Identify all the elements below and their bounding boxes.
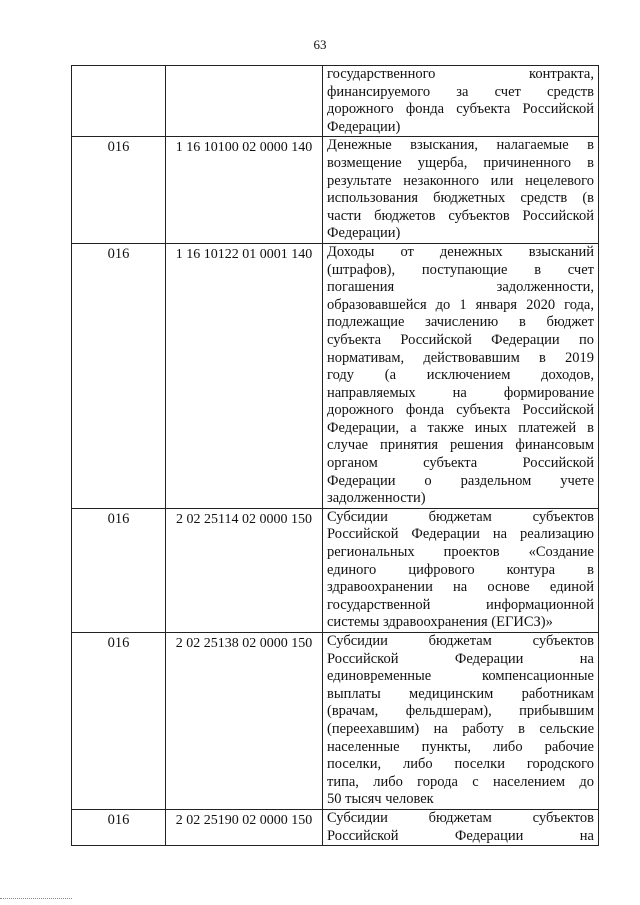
revenue-name-line: государственной информационной [327,596,594,613]
revenue-codes-table [71,65,599,846]
revenue-code-cell [166,66,323,137]
revenue-name-line: типа, либо города с населением до [327,773,594,790]
revenue-code-cell: 2 02 25138 02 0000 150 [166,633,323,810]
revenue-name-cell [323,243,599,508]
table-row [72,508,599,632]
revenue-name-line: случае принятия решения финансовым [327,437,594,454]
revenue-name-line: возмещение ущерба, причиненного в [327,154,594,171]
admin-code-cell [72,66,166,137]
table-row [72,137,599,244]
revenue-name-line: Федерации) [327,118,401,135]
revenue-name-line: Федерации) [327,225,401,242]
revenue-name-line: году (а исключением доходов, [327,367,594,384]
footer-rule [0,898,72,899]
revenue-name-line: органом субъекта Российской [327,455,594,472]
revenue-code-cell: 2 02 25190 02 0000 150 [166,809,323,845]
revenue-name-line: Российской Федерации на реализацию [327,526,594,543]
revenue-name-line: Федерации, а также иных платежей в [327,419,594,436]
admin-code-cell: 016 [72,809,166,845]
revenue-code-cell: 2 02 25114 02 0000 150 [166,508,323,632]
revenue-name-line: Российской Федерации на [327,827,594,844]
revenue-name-line: Субсидии бюджетам субъектов [327,809,594,826]
revenue-name-line: субъекта Российской Федерации по [327,331,594,348]
revenue-name-line: образовавшейся до 1 января 2020 года, [327,296,594,313]
table-row [72,633,599,810]
revenue-name-line: подлежащие зачислению в бюджет [327,314,594,331]
revenue-name-line: направляемых на формирование [327,384,594,401]
revenue-name-line: нормативам, действовавшим в 2019 [327,349,594,366]
revenue-name-line: использования бюджетных средств (в [327,190,594,207]
revenue-name-line: Субсидии бюджетам субъектов [327,508,594,525]
revenue-code-cell: 1 16 10122 01 0001 140 [166,243,323,508]
revenue-name-cell [323,137,599,244]
revenue-name-line: части бюджетов субъектов Российской [327,207,594,224]
admin-code-cell: 016 [72,137,166,244]
revenue-name-line: государственного контракта, [327,66,594,82]
revenue-name-cell [323,66,599,137]
revenue-name-line: финансируемого за счет средств [327,83,594,100]
revenue-name-line: дорожного фонда субъекта Российской [327,402,594,419]
revenue-name-line: (переехавшим) на работу в сельские [327,720,594,737]
revenue-name-line: Федерации о раздельном учете [327,472,594,489]
revenue-name-line: (штрафов), поступающие в счет [327,261,594,278]
revenue-name-line: 50 тысяч человек [327,791,434,808]
revenue-name-line: Субсидии бюджетам субъектов [327,633,594,649]
table-body [72,66,599,846]
admin-code-cell: 016 [72,508,166,632]
revenue-name-line: дорожного фонда субъекта Российской [327,101,594,118]
revenue-name-line: погашения задолженности, [327,279,594,296]
table-row [72,66,599,137]
revenue-name-line: здравоохранении на основе единой [327,579,594,596]
revenue-name-cell [323,809,599,845]
revenue-name-line: результате незаконного или нецелевого [327,172,594,189]
revenue-name-cell [323,633,599,810]
revenue-name-line: системы здравоохранения (ЕГИСЗ)» [327,614,553,631]
revenue-name-line: Доходы от денежных взысканий [327,243,594,260]
table-row [72,243,599,508]
revenue-name-line: поселки, либо поселки городского [327,756,594,773]
admin-code-cell: 016 [72,243,166,508]
revenue-name-line: Российской Федерации на [327,650,594,667]
revenue-name-line: (врачам, фельдшерам), прибывшим [327,703,594,720]
page-number: 63 [313,37,327,52]
revenue-name-line: региональных проектов «Создание [327,544,594,561]
revenue-name-cell [323,508,599,632]
revenue-code-cell: 1 16 10100 02 0000 140 [166,137,323,244]
revenue-name-line: Денежные взыскания, налагаемые в [327,137,594,154]
table-row [72,809,599,845]
revenue-name-line: задолженности) [327,490,426,507]
revenue-name-line: единого цифрового контура в [327,561,594,578]
revenue-name-line: населенные пункты, либо рабочие [327,738,594,755]
revenue-name-line: выплаты медицинским работникам [327,685,594,702]
revenue-name-line: единовременные компенсационные [327,668,594,685]
admin-code-cell: 016 [72,633,166,810]
